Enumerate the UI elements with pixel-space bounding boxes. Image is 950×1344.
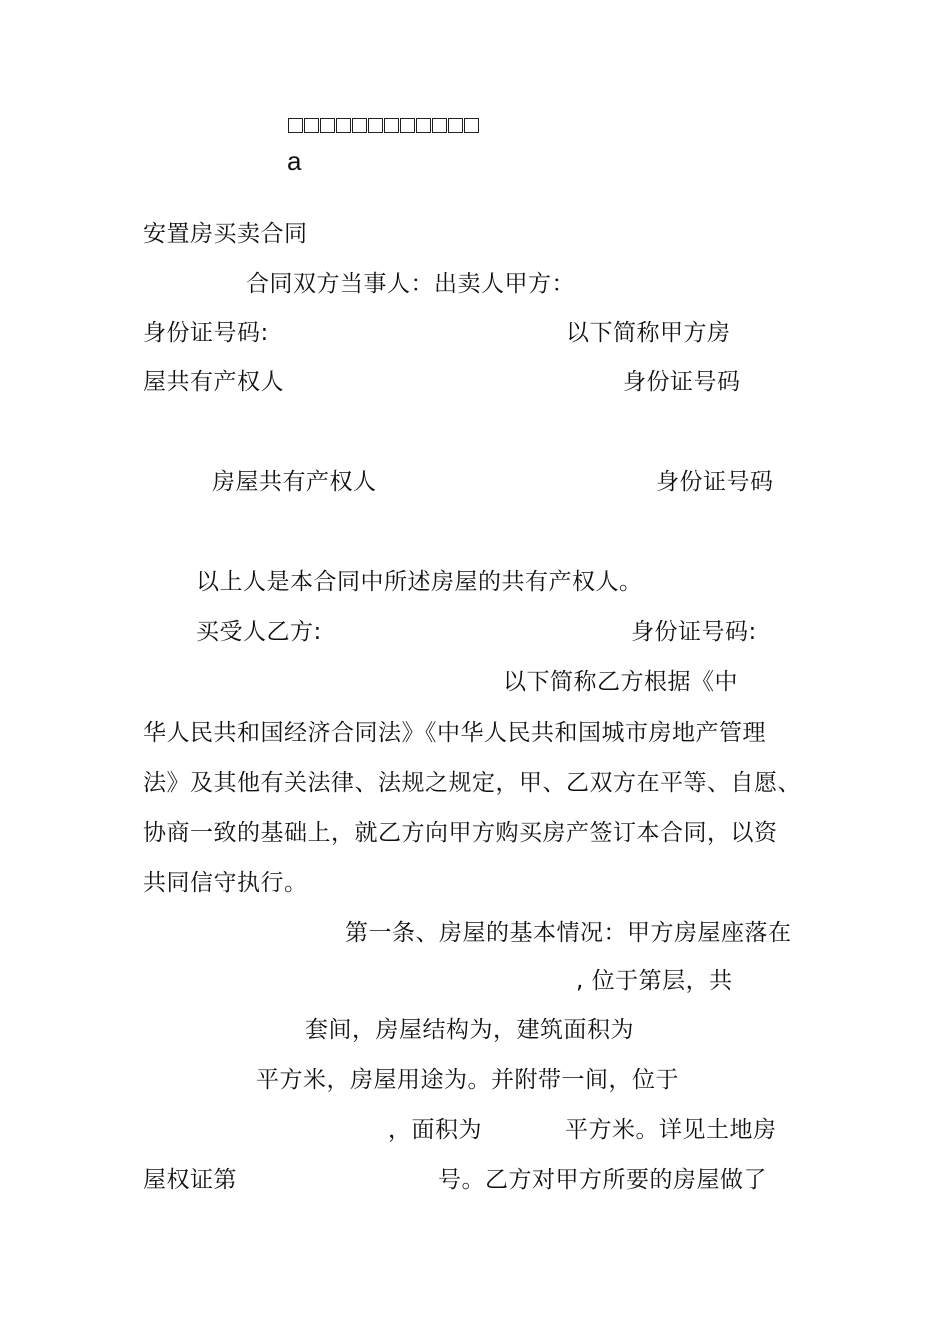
missing-glyph-box <box>416 118 431 133</box>
certificate-text: 号。乙方对甲方所要的房屋做了 <box>438 1167 767 1193</box>
buyer-id-label: 身份证号码: <box>631 619 757 645</box>
header-letter: a <box>287 146 302 176</box>
missing-glyph-box <box>368 118 383 133</box>
missing-glyph-box <box>320 118 335 133</box>
usage-line: 平方米，房屋用途为。并附带一间，位于 <box>256 1067 679 1093</box>
area-unit-text: 平方米。详见土地房 <box>565 1117 777 1143</box>
co-owner-id-label-2: 身份证号码 <box>656 469 774 495</box>
floor-line: , 位于第层，共 <box>576 968 733 994</box>
missing-glyph-box <box>336 118 351 133</box>
missing-glyph-box <box>400 118 415 133</box>
buyer-abbrev-text: 以下简称乙方根据《中 <box>503 669 738 695</box>
buyer-label: 买受人乙方: <box>196 619 322 645</box>
co-owner-label: 屋共有产权人 <box>143 369 284 395</box>
certificate-label: 屋权证第 <box>143 1167 237 1193</box>
garbled-header-boxes <box>288 118 479 133</box>
missing-glyph-box <box>432 118 447 133</box>
parties-line: 合同双方当事人：出卖人甲方： <box>246 271 575 297</box>
area-label: ，面积为 <box>388 1117 482 1143</box>
article-one-heading: 第一条、房屋的基本情况：甲方房屋座落在 <box>345 920 792 946</box>
missing-glyph-box <box>448 118 463 133</box>
missing-glyph-box <box>464 118 479 133</box>
missing-glyph-box <box>352 118 367 133</box>
missing-glyph-box <box>384 118 399 133</box>
body-line: 协商一致的基础上，就乙方向甲方购买房产签订本合同，以资 <box>143 820 778 846</box>
co-owner-label-2: 房屋共有产权人 <box>212 469 377 495</box>
co-owner-statement: 以上人是本合同中所述房屋的共有产权人。 <box>196 569 643 595</box>
structure-line: 套间，房屋结构为，建筑面积为 <box>305 1017 634 1043</box>
seller-abbrev-text: 以下简称甲方房 <box>566 320 731 346</box>
missing-glyph-box <box>304 118 319 133</box>
body-line: 共同信守执行。 <box>143 870 308 896</box>
document-title: 安置房买卖合同 <box>143 221 308 247</box>
missing-glyph-box <box>288 118 303 133</box>
seller-id-label: 身份证号码: <box>143 320 269 346</box>
co-owner-id-label: 身份证号码 <box>623 369 741 395</box>
body-line: 华人民共和国经济合同法》《中华人民共和国城市房地产管理 <box>143 720 766 746</box>
body-line: 法》及其他有关法律、法规之规定，甲、乙双方在平等、自愿、 <box>143 770 801 796</box>
